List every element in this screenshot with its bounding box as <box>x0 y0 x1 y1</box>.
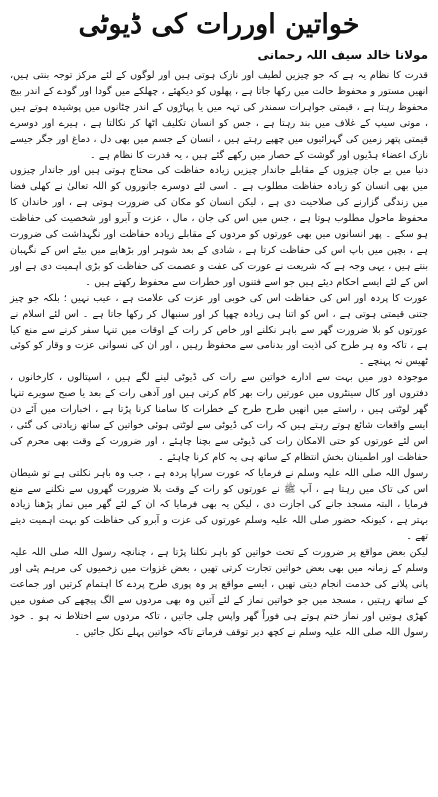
article-title: خواتین اوررات کی ڈیوٹی <box>78 9 360 40</box>
article-paragraph: موجودہ دور میں بہت سے ادارے خواتین سے رات کی ڈیوٹی لینے لگے ہیں ، اسپتالوں ، کارخانوں ، دفتروں اور کال سینٹروں میں عورتیں رات بھر کام کرتی ہیں اور آدھی رات کے بعد یا صبح سویرے تنہا گھر لوٹتی ہیں ، راستے میں انھیں طرح طرح کے خطرات کا سامنا کرنا پڑتا ہے ، اخبارات میں آئے دن ایسے واقعات شائع ہوتے رہتے ہیں کہ رات کی ڈیوٹی سے لوٹتی ہوئی خواتین کے ساتھ زیادتی کی گئی ، اس لئے عورتوں کو حتی الامکان رات کی ڈیوٹی سے بچنا چاہئے ، اور ضرورت کے وقت بھی محرم کی حفاظت اور اطمینان بخش انتظام کے ساتھ ہی یہ کام کرنا چاہئے ۔ <box>10 372 428 463</box>
article-paragraph: قدرت کا نظام یہ ہے کہ جو چیزیں لطیف اور نازک ہوتی ہیں اور لوگوں کے لئے مرکز توجہ بنتی ہیں، انھیں مستور و محفوظ حالت میں رکھا جاتا ہے ، پھلوں کو دیکھئے ، چھلکے میں گودا اور گودے کے اندر بیج محفوظ رہتا ہے ، قیمتی جواہرات سمندر کی تہہ میں یا پہاڑوں کے اندر چٹانوں میں پوشیدہ ہوتے ہیں ، موتی سیپ کے غلاف میں بند رہتا ہے ، جس کو انسان تکلیف اٹھا کر نکالتا ہے ، ہیرے اور دوسرے قیمتی پتھر زمین کی گہرائیوں میں چھپے رہتے ہیں ، انسان کے جسم میں بھی دل ، دماغ اور جگر جیسے نازک اعضاء ہڈیوں اور گوشت کے حصار میں رکھے گئے ہیں ، یہ قدرت کا نظام ہے ۔ <box>10 70 428 161</box>
article-paragraph: رسول اللہ صلی اللہ علیہ وسلم نے فرمایا کہ عورت سراپا پردہ ہے ، جب وہ باہر نکلتی ہے تو شیطان اس کی تاک میں رہتا ہے ، آپ ﷺ نے عورتوں کو رات کے وقت بلا ضرورت گھروں سے نکلنے سے منع فرمایا ، البتہ مسجد جانے کی اجازت دی ، لیکن یہ بھی فرمایا کہ ان کے لئے گھر میں نماز پڑھنا زیادہ بہتر ہے ، کیونکہ حضور صلی اللہ علیہ وسلم عورتوں کی عزت و آبرو کی حفاظت کو بہت اہمیت دیتے تھے ۔ <box>10 467 428 543</box>
article-body <box>10 68 428 641</box>
article-paragraph: لیکن بعض مواقع پر ضرورت کے تحت خواتین کو باہر نکلنا پڑتا ہے ، چنانچہ رسول اللہ صلی اللہ علیہ وسلم کے زمانہ میں بھی بعض خواتین تجارت کرتی تھیں ، بعض غزوات میں زخمیوں کی مرہم پٹی اور پانی پلانے کی خدمت انجام دیتی تھیں ، ایسے مواقع پر وہ پوری طرح پردے کا اہتمام کرتیں اور جماعت کے ساتھ رہتیں ، مسجد میں جو خواتین نماز کے لئے آتیں وہ بھی مردوں سے الگ پیچھے کی صفوں میں کھڑی ہوتیں اور نماز ختم ہوتے ہی فوراً گھر واپس چلی جاتیں ، تاکہ مردوں سے اختلاط نہ ہو ۔ خود رسول اللہ صلی اللہ علیہ وسلم نے کچھ دیر توقف فرماتے تاکہ خواتین پہلے نکل جائیں ۔ <box>10 547 428 638</box>
article-paragraph: عورت کا پردہ اور اس کی حفاظت اس کی خوبی اور عزت کی علامت ہے ، عیب نہیں ؛ بلکہ جو چیز جتنی قیمتی ہوتی ہے ، اس کو اتنا ہی زیادہ چھپا کر اور سنبھال کر رکھا جاتا ہے ۔ اس لئے اسلام نے عورتوں کو بلا ضرورت گھر سے باہر نکلنے اور خاص کر رات کے اوقات میں تنہا سفر کرنے سے منع کیا ہے ، تاکہ وہ ہر طرح کی اذیت اور بدنامی سے محفوظ رہیں ، اور ان کی نسوانی عزت و وقار کو کوئی ٹھیس نہ پہنچے ۔ <box>10 292 428 368</box>
article-author: مولانا خالد سیف اللہ رحمانی <box>257 48 428 62</box>
article-paragraph: دنیا میں بے جان چیزوں کے مقابلے جاندار چیزیں زیادہ حفاظت کی محتاج ہوتی ہیں اور جاندار چیزوں میں بھی انسان کو زیادہ حفاظت مطلوب ہے ۔ اسی لئے دوسرے جانوروں کو اللہ تعالیٰ نے کھلی فضا میں زندگی گزارنے کی صلاحیت دی ہے ، لیکن انسان کو مکان کی ضرورت ہوتی ہے ، اور خاندان کا محفوظ ماحول مطلوب ہوتا ہے ، جس میں اس کی جان ، مال ، عزت و آبرو اور شخصیت کی حفاظت ہو سکے ۔ پھر انسانوں میں بھی عورتوں کو مردوں کے مقابلے زیادہ حفاظت اور نگہداشت کی ضرورت ہے ، بچپن میں باپ اس کی حفاظت کرتا ہے ، شادی کے بعد شوہر اور بڑھاپے میں بیٹے اس کے نگہبان بنتے ہیں ، یہی وجہ ہے کہ شریعت نے عورت کی عفت و عصمت کی حفاظت کو بڑی اہمیت دی ہے اور اس کے لئے ایسے احکام دیئے ہیں جو اسے فتنوں اور خطرات سے محفوظ رکھتے ہیں ۔ <box>10 165 428 288</box>
